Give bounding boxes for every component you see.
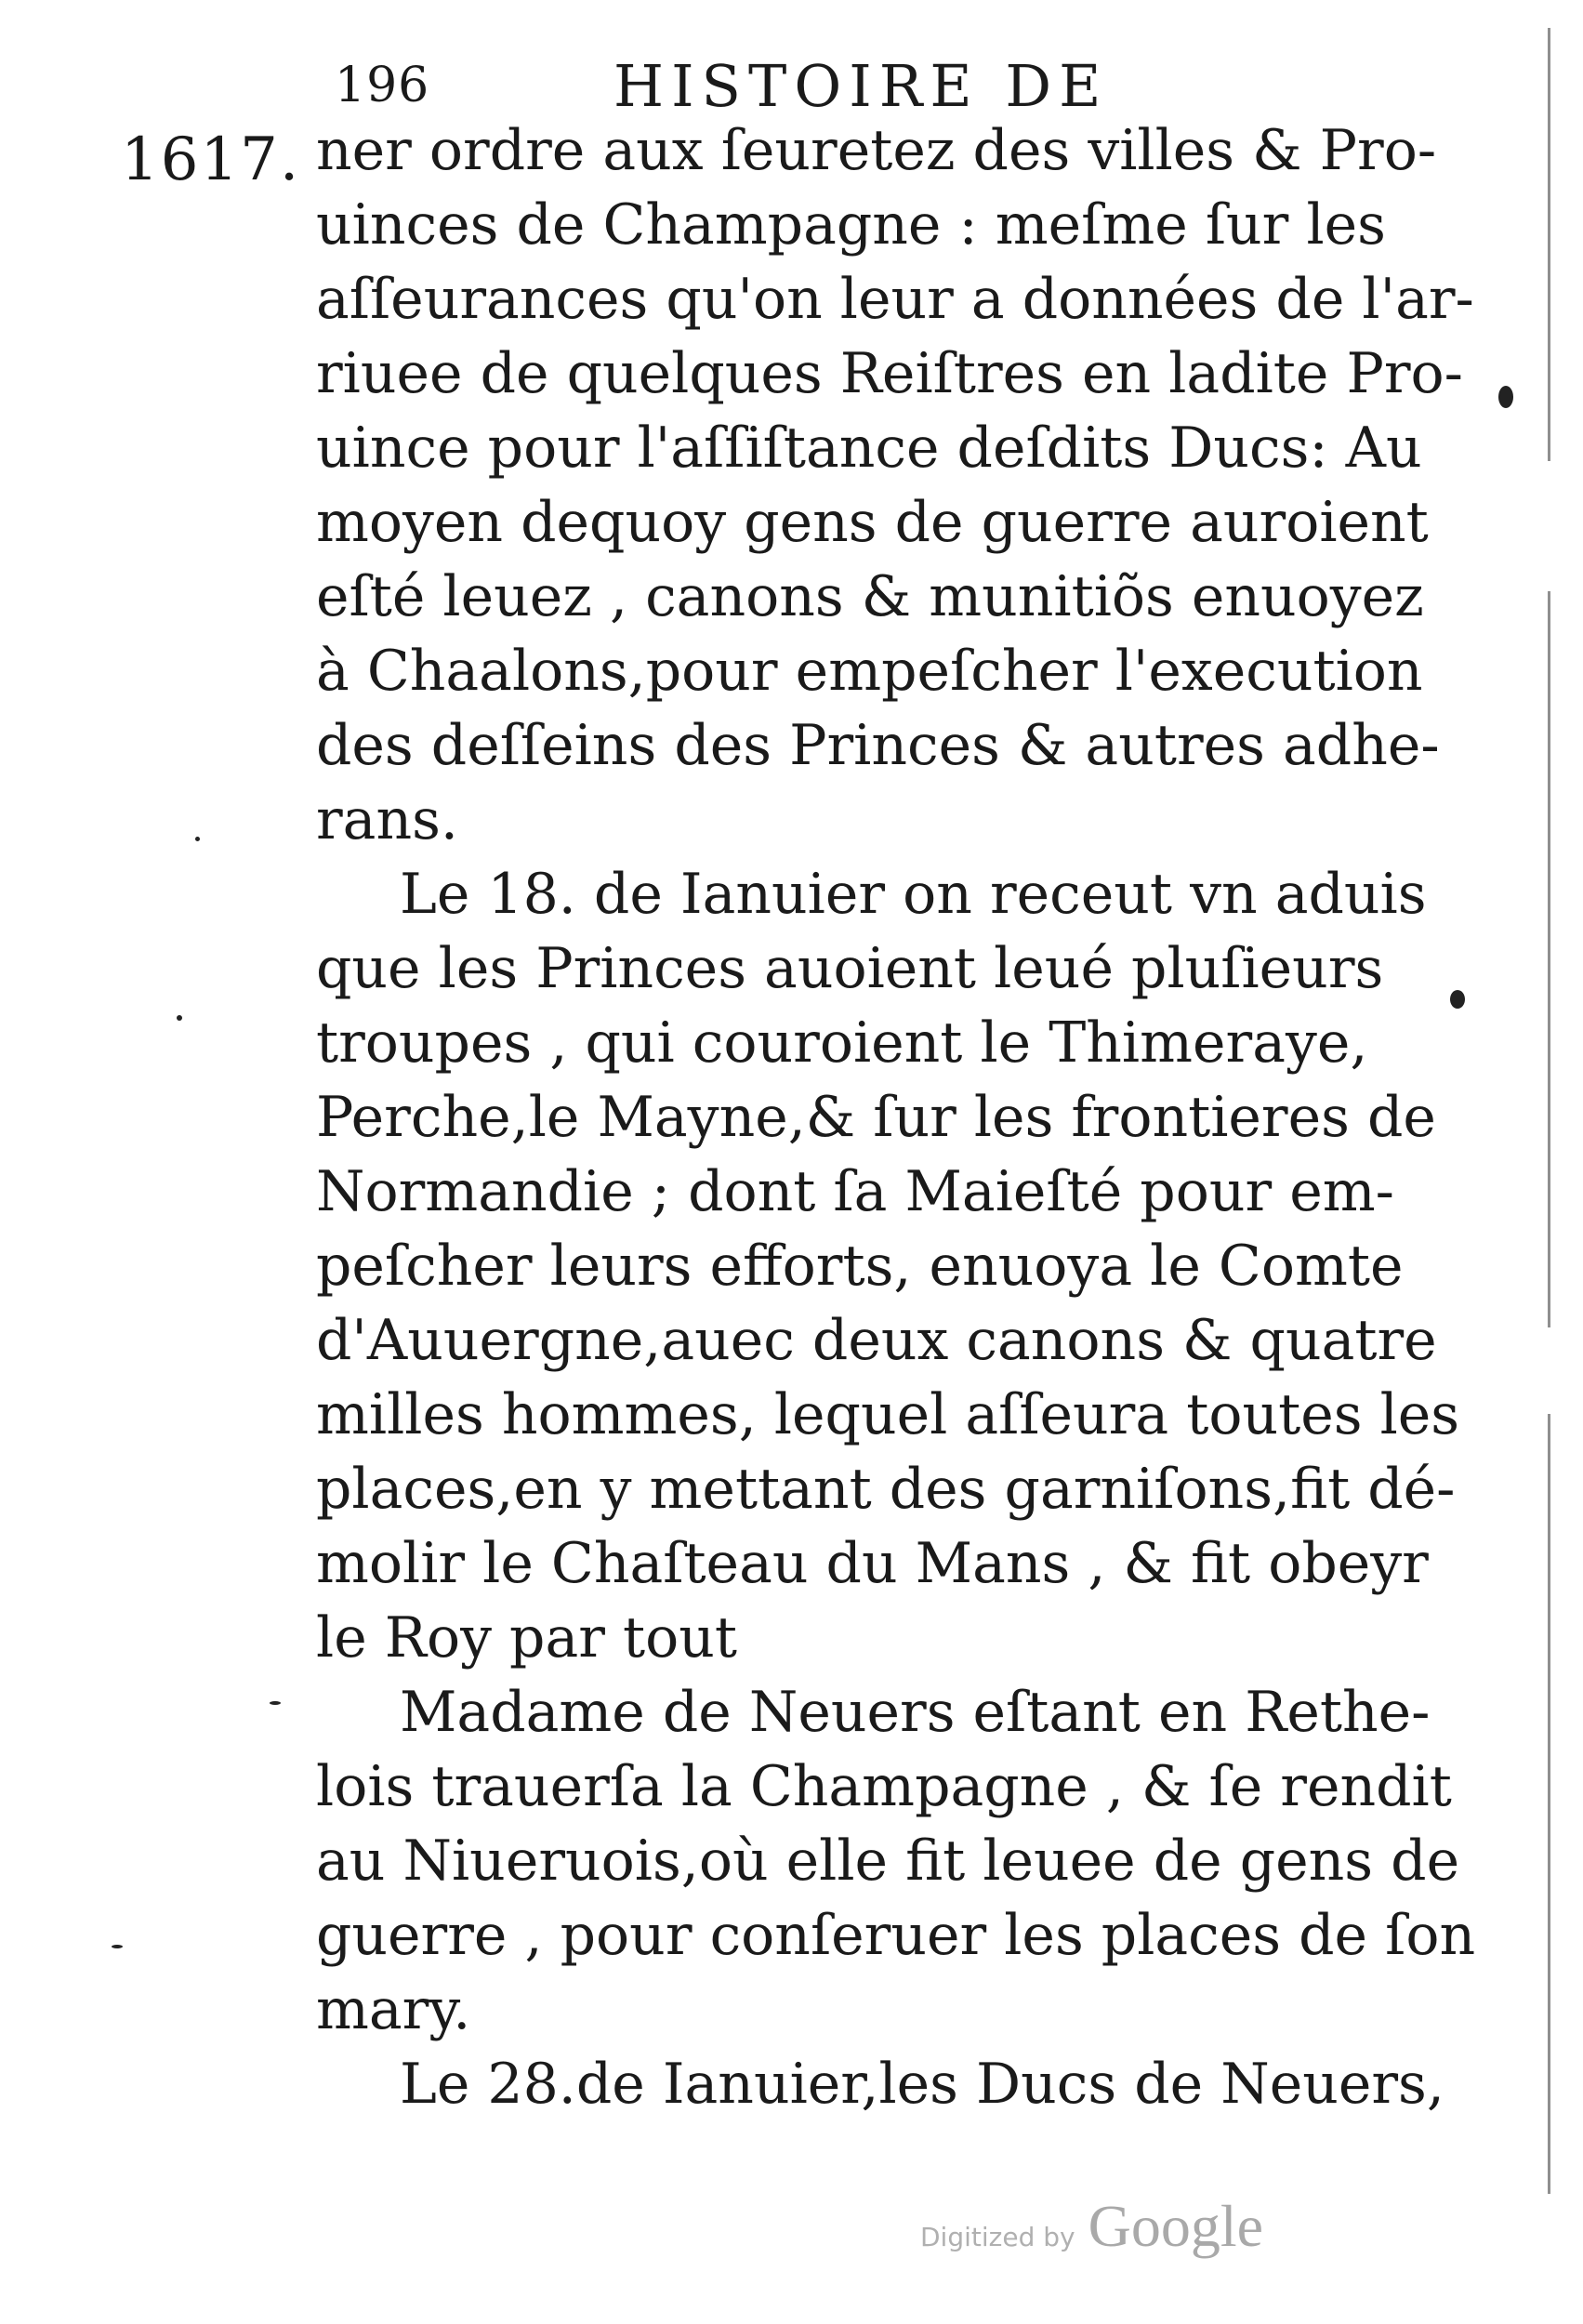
text-line: places,en y mettant des garniſons,fit dé- — [316, 1457, 1456, 1522]
ink-speck — [1498, 386, 1513, 408]
ink-speck — [195, 837, 200, 841]
text-line: Normandie ; dont ſa Maieſté pour em- — [316, 1159, 1394, 1224]
text-line: rans. — [316, 787, 458, 852]
ink-speck — [112, 1945, 123, 1948]
text-line: d'Auuergne,auec deux canons & quatre — [316, 1308, 1437, 1373]
text-line: eſté leuez , canons & munitiõs enuoyez — [316, 564, 1424, 629]
body-text — [316, 113, 1476, 2121]
text-line: que les Princes auoient leué pluſieurs — [316, 936, 1384, 1001]
paragraph-start-line: Le 18. de Ianuier on receut vn aduis — [400, 862, 1427, 927]
page-number: 196 — [335, 58, 430, 113]
running-head: HISTOIRE DE — [613, 52, 1109, 120]
text-line: peſcher leurs efforts, enuoya le Comte — [316, 1234, 1404, 1299]
text-line: troupes , qui couroient le Thimeraye, — [316, 1010, 1368, 1076]
text-line: aſſeurances qu'on leur a données de l'ar- — [316, 267, 1474, 332]
text-line: riuee de quelques Reiſtres en ladite Pro- — [316, 341, 1463, 406]
ink-speck — [270, 1701, 281, 1705]
text-line: au Niueruois,où elle fit leuee de gens de — [316, 1829, 1460, 1894]
text-line: Perche,le Mayne,& ſur les frontieres de — [316, 1085, 1436, 1150]
digitized-by-google-watermark — [920, 2192, 1263, 2261]
text-line: mary. — [316, 1977, 471, 2042]
ink-speck — [177, 1015, 182, 1021]
google-logo: Google — [1088, 2193, 1263, 2259]
text-line: guerre , pour conſeruer les places de ſon — [316, 1903, 1476, 1968]
ink-speck — [1450, 990, 1465, 1009]
text-line: ner ordre aux ſeuretez des villes & Pro- — [316, 118, 1437, 183]
text-line: le Roy par tout — [316, 1605, 737, 1670]
digitized-label: Digitized by — [920, 2222, 1075, 2252]
text-line: des deſſeins des Princes & autres adhe- — [316, 713, 1440, 778]
text-line: molir le Chaſteau du Mans , & fit obeyr — [316, 1531, 1429, 1596]
text-line: uinces de Champagne : meſme ſur les — [316, 192, 1386, 257]
text-line: uince pour l'aſſiſtance deſdits Ducs: Au — [316, 416, 1422, 481]
text-line: milles hommes, lequel aſſeura toutes les — [316, 1382, 1460, 1447]
paragraph-start-line: Le 28.de Ianuier,les Ducs de Neuers, — [400, 2052, 1444, 2117]
text-line: moyen dequoy gens de guerre auroient — [316, 490, 1429, 555]
text-line: à Chaalons,pour empeſcher l'execution — [316, 639, 1423, 704]
page-edge-shadow — [1548, 28, 1550, 2194]
paragraph-start-line: Madame de Neuers eſtant en Rethe- — [400, 1680, 1431, 1745]
margin-year-note: 1617. — [121, 125, 301, 194]
text-line: lois trauerſa la Champagne , & ſe rendit — [316, 1754, 1452, 1819]
